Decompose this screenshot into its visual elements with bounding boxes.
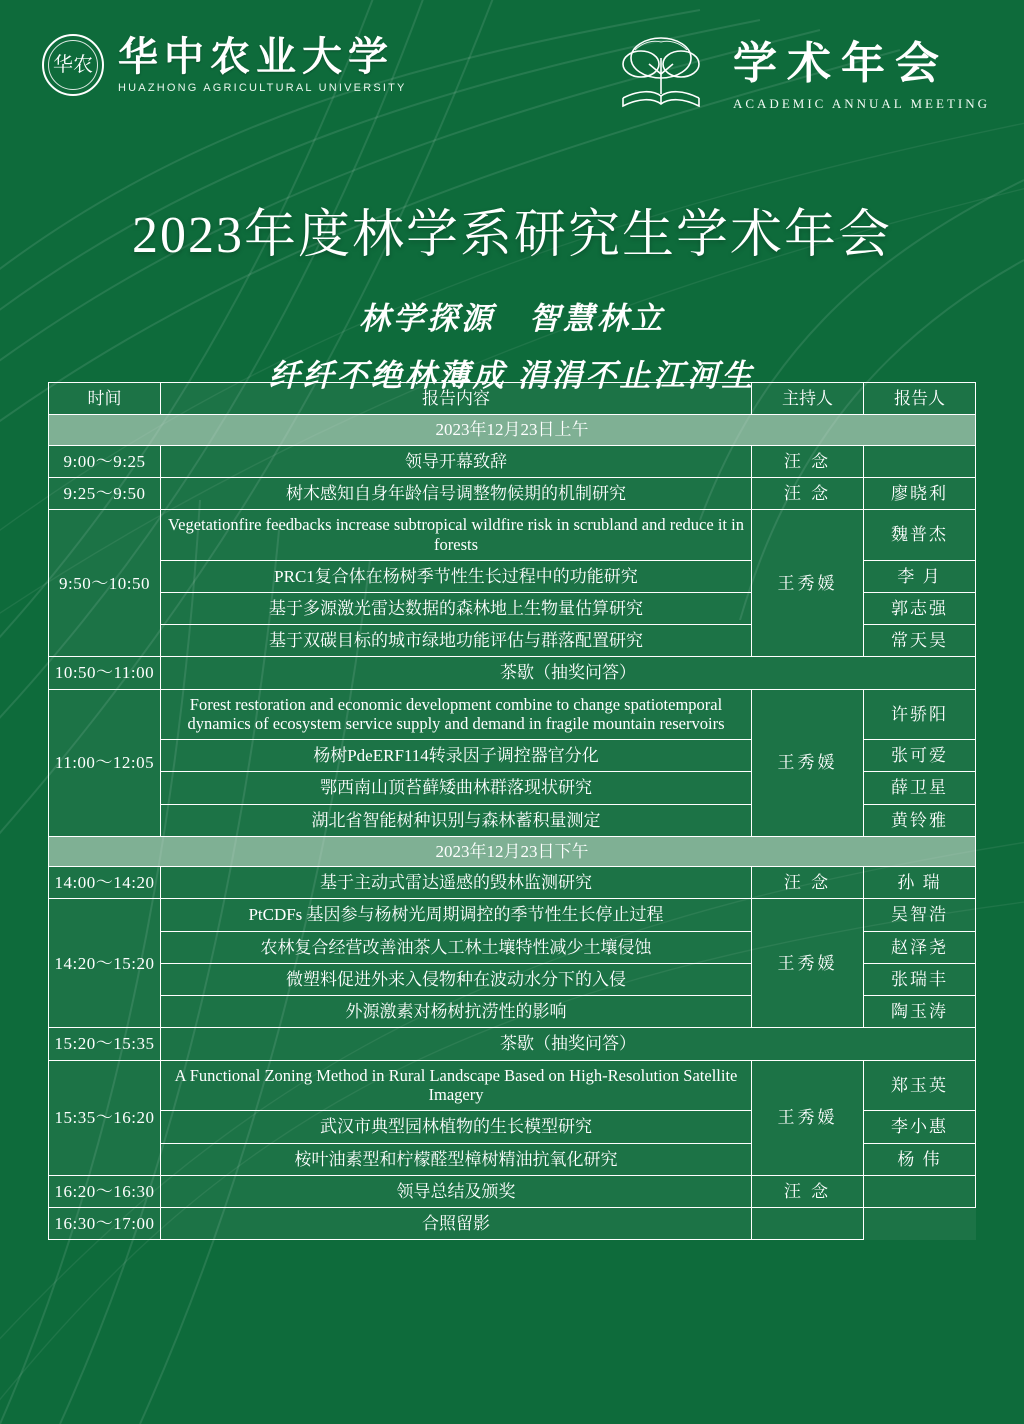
university-name-en: HUAZHONG AGRICULTURAL UNIVERSITY [118, 82, 407, 94]
slogan-1b: 智慧林立 [529, 301, 665, 336]
cell-speaker: 常天昊 [864, 625, 976, 657]
cell-topic: 基于多源激光雷达数据的森林地上生物量估算研究 [161, 592, 752, 624]
schedule-table [48, 382, 976, 1240]
cell-time: 9:00～9:25 [49, 445, 161, 477]
cell-speaker: 赵泽尧 [864, 931, 976, 963]
cell-topic: PtCDFs 基因参与杨树光周期调控的季节性生长停止过程 [161, 899, 752, 931]
cell-speaker: 薛卫星 [864, 772, 976, 804]
tree-book-icon [605, 28, 717, 120]
cell-speaker: 魏普杰 [864, 510, 976, 561]
table-row [49, 1028, 976, 1060]
cell-host: 汪 念 [752, 445, 864, 477]
cell-topic: 农林复合经营改善油茶人工林土壤特性减少土壤侵蚀 [161, 931, 752, 963]
cell-topic: 基于主动式雷达遥感的毁林监测研究 [161, 867, 752, 899]
schedule-table-wrap [48, 382, 976, 1240]
table-row [49, 510, 976, 561]
cell-topic: Forest restoration and economic development combine to change spatiotemporal dynamics of ecosystem service supply and demand in fragile mountain reservoirs [161, 689, 752, 740]
cell-speaker: 许骄阳 [864, 689, 976, 740]
university-logo-block [42, 34, 407, 96]
table-row [49, 1060, 976, 1111]
cell-topic: PRC1复合体在杨树季节性生长过程中的功能研究 [161, 560, 752, 592]
table-row [49, 477, 976, 509]
cell-speaker: 李 月 [864, 560, 976, 592]
cell-topic: 领导总结及颁奖 [161, 1175, 752, 1207]
table-row [49, 445, 976, 477]
cell-topic: Vegetationfire feedbacks increase subtropical wildfire risk in scrubland and reduce it in forests [161, 510, 752, 561]
col-header-host: 主持人 [752, 383, 864, 415]
cell-topic: 杨树PdeERF114转录因子调控器官分化 [161, 740, 752, 772]
slogan-line-1 [0, 293, 1024, 338]
cell-topic: 鄂西南山顶苔藓矮曲林群落现状研究 [161, 772, 752, 804]
university-name-cn: 华中农业大学 [118, 34, 394, 79]
meeting-title-cn: 学术年会 [732, 39, 949, 88]
cell-host: 王秀媛 [752, 1060, 864, 1175]
poster-header [0, 0, 1024, 150]
cell-topic: 树木感知自身年龄信号调整物候期的机制研究 [161, 477, 752, 509]
page-title: 2023年度林学系研究生学术年会 [131, 207, 892, 264]
cell-speaker: 陶玉涛 [864, 996, 976, 1028]
cell-speaker [864, 445, 976, 477]
cell-speaker: 张瑞丰 [864, 963, 976, 995]
cell-host: 汪 念 [752, 1175, 864, 1207]
cell-topic: 合照留影 [161, 1208, 752, 1240]
cell-speaker [864, 1175, 976, 1207]
slogan-line-2: 纤纤不绝林薄成 涓涓不止江河生 [268, 358, 756, 393]
cell-topic: 桉叶油素型和柠檬醛型樟树精油抗氧化研究 [161, 1143, 752, 1175]
cell-host: 王秀媛 [752, 689, 864, 836]
cell-speaker: 郭志强 [864, 592, 976, 624]
col-header-speaker: 报告人 [864, 383, 976, 415]
table-row [49, 689, 976, 740]
slogan-1a: 林学探源 [359, 301, 495, 336]
cell-host: 汪 念 [752, 477, 864, 509]
cell-speaker: 黄铃雅 [864, 804, 976, 836]
col-header-topic: 报告内容 [161, 383, 752, 415]
cell-time: 9:25～9:50 [49, 477, 161, 509]
cell-speaker: 廖晓利 [864, 477, 976, 509]
table-body [49, 415, 976, 1240]
cell-topic: 微塑料促进外来入侵物种在波动水分下的入侵 [161, 963, 752, 995]
cell-time: 16:20～16:30 [49, 1175, 161, 1207]
meeting-title-en: ACADEMIC ANNUAL MEETING [732, 96, 990, 111]
cell-speaker: 张可爱 [864, 740, 976, 772]
table-row [49, 657, 976, 689]
cell-break: 茶歇（抽奖问答） [161, 657, 976, 689]
cell-topic: 领导开幕致辞 [161, 445, 752, 477]
cell-speaker: 吴智浩 [864, 899, 976, 931]
cell-time: 10:50～11:00 [49, 657, 161, 689]
cell-host: 汪 念 [752, 867, 864, 899]
cell-topic: 武汉市典型园林植物的生长模型研究 [161, 1111, 752, 1143]
cell-time: 15:35～16:20 [49, 1060, 161, 1175]
table-row [49, 867, 976, 899]
cell-host: 王秀媛 [752, 899, 864, 1028]
cell-break: 茶歇（抽奖问答） [161, 1028, 976, 1060]
cell-time: 9:50～10:50 [49, 510, 161, 657]
university-seal-icon [42, 34, 104, 96]
table-row [49, 1208, 976, 1240]
cell-speaker: 孙 瑞 [864, 867, 976, 899]
table-row [49, 1175, 976, 1207]
table-row [49, 899, 976, 931]
cell-topic: 湖北省智能树种识别与森林蓄积量测定 [161, 804, 752, 836]
table-header-row [49, 383, 976, 415]
cell-speaker: 郑玉英 [864, 1060, 976, 1111]
col-header-time: 时间 [49, 383, 161, 415]
section-label: 2023年12月23日下午 [49, 836, 976, 866]
cell-time: 14:00～14:20 [49, 867, 161, 899]
university-seal-text: 华农 [53, 54, 93, 76]
cell-host: 王秀媛 [752, 510, 864, 657]
section-header-row [49, 415, 976, 445]
cell-topic: 外源激素对杨树抗涝性的影响 [161, 996, 752, 1028]
section-header-row [49, 836, 976, 866]
cell-time: 14:20～15:20 [49, 899, 161, 1028]
section-label: 2023年12月23日上午 [49, 415, 976, 445]
cell-topic: 基于双碳目标的城市绿地功能评估与群落配置研究 [161, 625, 752, 657]
cell-speaker: 杨 伟 [864, 1143, 976, 1175]
meeting-emblem-block [605, 28, 990, 120]
cell-time: 15:20～15:35 [49, 1028, 161, 1060]
cell-time: 16:30～17:00 [49, 1208, 161, 1240]
cell-speaker: 李小惠 [864, 1111, 976, 1143]
table-head [49, 383, 976, 415]
cell-speaker [752, 1208, 864, 1240]
cell-time: 11:00～12:05 [49, 689, 161, 836]
cell-topic: A Functional Zoning Method in Rural Landscape Based on High-Resolution Satellite Imagery [161, 1060, 752, 1111]
